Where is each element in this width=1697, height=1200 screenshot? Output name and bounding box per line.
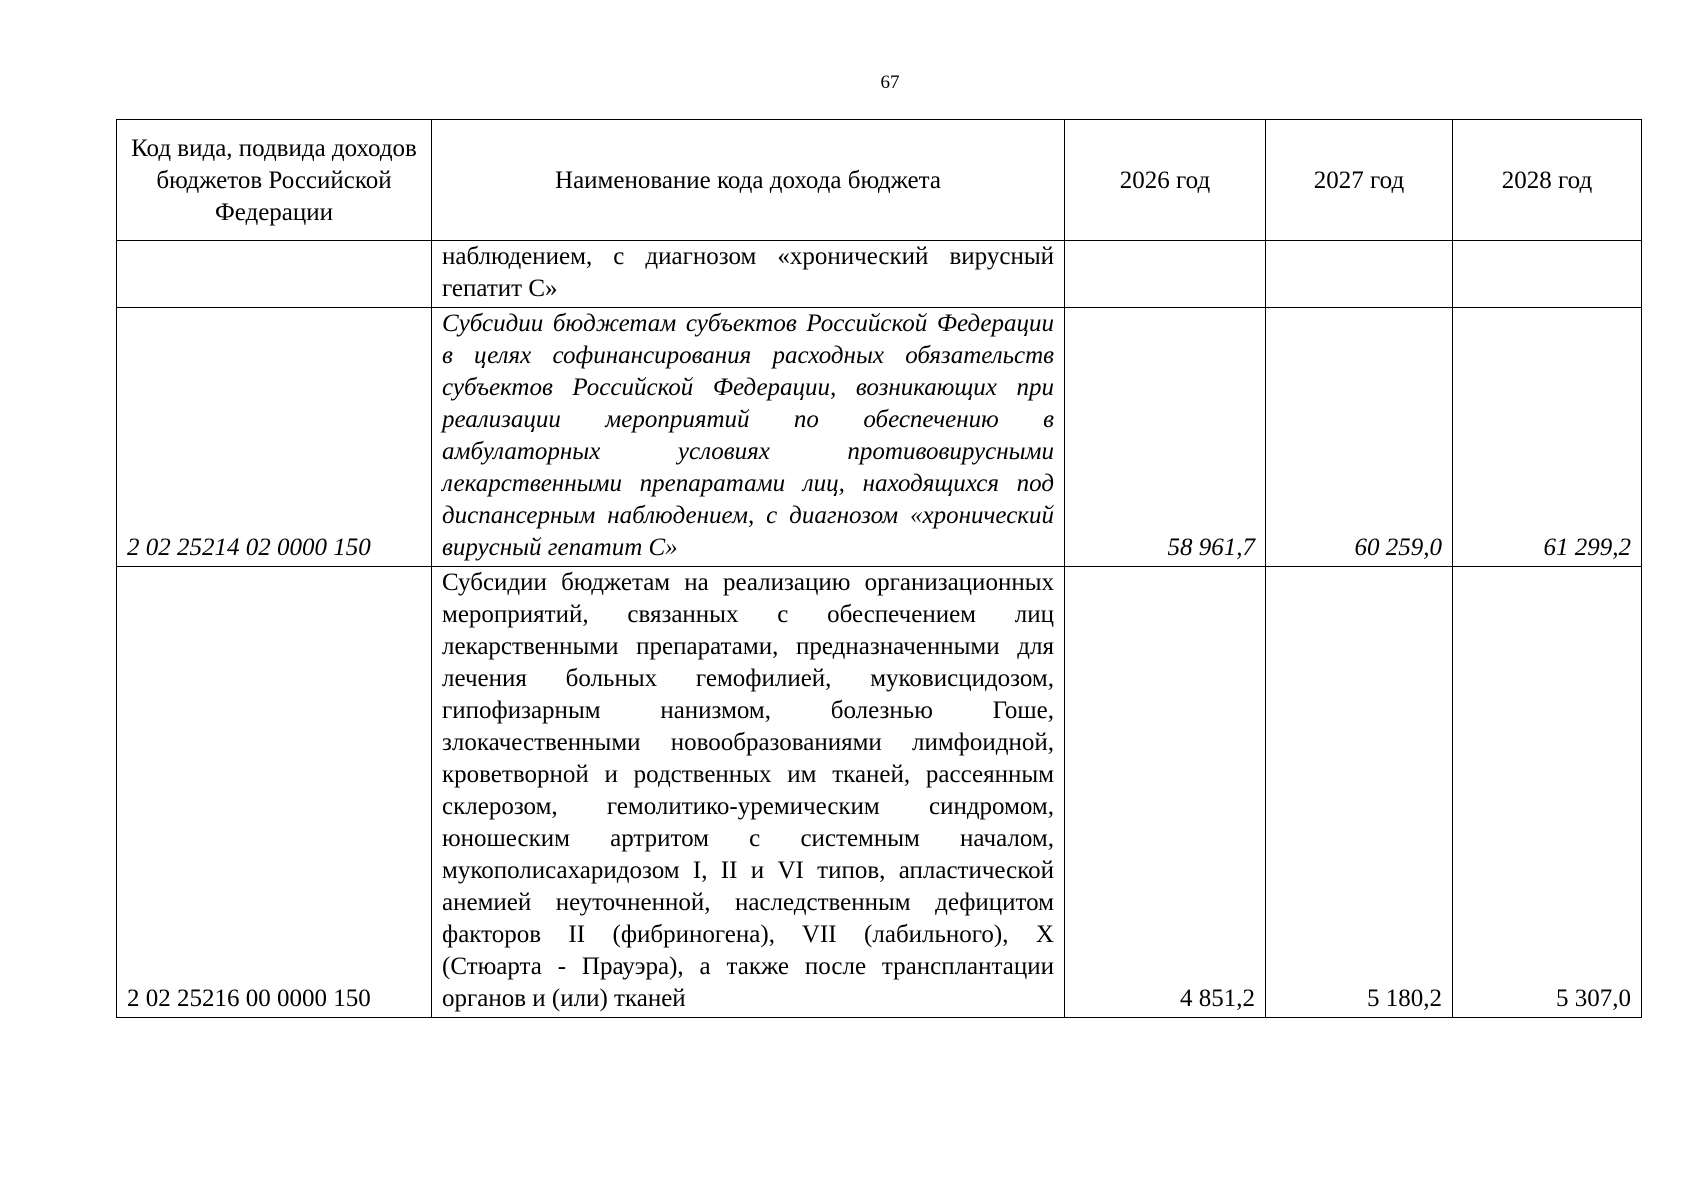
table-row — [117, 308, 1642, 567]
row-value-2028: 61 299,2 — [1453, 308, 1642, 567]
row-name: Субсидии бюджетам на реализацию организационных мероприятий, связанных с обеспечением лиц лекарственными препаратами, предназначенными для лечения больных гемофилией, муковисцидозом, гипофизарным нанизмом, болезнью Гоше, злокачественными новообразованиями лимфоидной, кроветворной и родственных им тканей, рассеянным склерозом, гемолитико-уремическим синдромом, юношеским артритом с системным началом, мукополисахаридозом I, II и VI типов, апластической анемией неуточненной, наследственным дефицитом факторов II (фибриногена), VII (лабильного), X (Стюарта - Прауэра), а также после трансплантации органов и (или) тканей — [432, 567, 1065, 1018]
header-name: Наименование кода дохода бюджета — [432, 120, 1065, 241]
row-code: 2 02 25216 00 0000 150 — [117, 567, 432, 1018]
page-number: 67 — [880, 72, 900, 93]
table-header-row — [117, 120, 1642, 241]
row-name: Субсидии бюджетам субъектов Российской Федерации в целях софинансирования расходных обязательств субъектов Российской Федерации, возникающих при реализации мероприятий по обеспечению в амбулаторных условиях противовирусными лекарственными препаратами лиц, находящихся под диспансерным наблюдением, с диагнозом «хронический вирусный гепатит С» — [432, 308, 1065, 567]
row-value-2027 — [1266, 241, 1453, 308]
header-code: Код вида, подвида доходов бюджетов Российской Федерации — [117, 120, 432, 241]
row-value-2028 — [1453, 241, 1642, 308]
header-2026: 2026 год — [1065, 120, 1266, 241]
row-value-2026 — [1065, 241, 1266, 308]
header-2028: 2028 год — [1453, 120, 1642, 241]
row-name: наблюдением, с диагнозом «хронический вирусный гепатит С» — [432, 241, 1065, 308]
row-code: 2 02 25214 02 0000 150 — [117, 308, 432, 567]
row-code — [117, 241, 432, 308]
table-row — [117, 241, 1642, 308]
header-2027: 2027 год — [1266, 120, 1453, 241]
row-value-2028: 5 307,0 — [1453, 567, 1642, 1018]
row-value-2026: 4 851,2 — [1065, 567, 1266, 1018]
row-value-2027: 60 259,0 — [1266, 308, 1453, 567]
row-value-2027: 5 180,2 — [1266, 567, 1453, 1018]
budget-revenue-table — [116, 119, 1642, 1018]
row-value-2026: 58 961,7 — [1065, 308, 1266, 567]
table-row — [117, 567, 1642, 1018]
